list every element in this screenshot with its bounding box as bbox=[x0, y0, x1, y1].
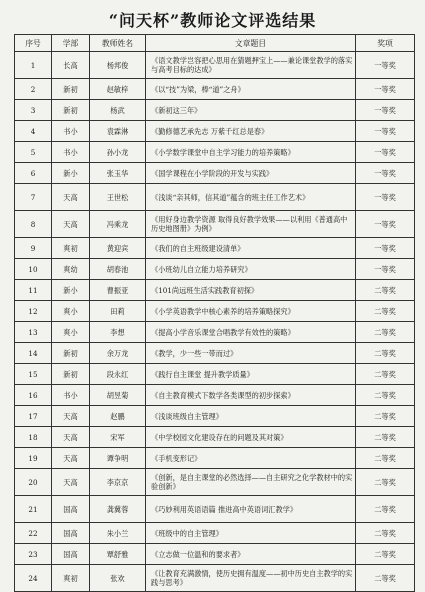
table-row bbox=[15, 322, 415, 343]
teacher-name-cell: 余万龙 bbox=[90, 343, 146, 364]
award-cell: 二等奖 bbox=[356, 364, 415, 385]
award-cell: 一等奖 bbox=[356, 79, 415, 100]
teacher-name-cell: 谭争明 bbox=[90, 448, 146, 469]
teacher-name-cell: 龚冀蓉 bbox=[90, 496, 146, 523]
award-cell: 二等奖 bbox=[356, 496, 415, 523]
award-cell: 二等奖 bbox=[356, 301, 415, 322]
award-cell: 二等奖 bbox=[356, 343, 415, 364]
award-cell: 二等奖 bbox=[356, 280, 415, 301]
award-cell: 一等奖 bbox=[356, 259, 415, 280]
department-cell: 新小 bbox=[52, 280, 90, 301]
header-number: 序号 bbox=[15, 35, 52, 52]
table-row bbox=[15, 385, 415, 406]
table-row bbox=[15, 301, 415, 322]
number-cell: 6 bbox=[15, 163, 52, 184]
article-title-cell: 《教学，少一些一带而过》 bbox=[146, 343, 356, 364]
teacher-name-cell: 王世松 bbox=[90, 184, 146, 211]
award-cell: 二等奖 bbox=[356, 427, 415, 448]
number-cell: 16 bbox=[15, 385, 52, 406]
department-cell: 爽初 bbox=[52, 238, 90, 259]
teacher-name-cell: 覃舒雅 bbox=[90, 544, 146, 565]
article-title-cell: 《手机变形记》 bbox=[146, 448, 356, 469]
article-title-cell: 《浅谈班级自主管理》 bbox=[146, 406, 356, 427]
department-cell: 新初 bbox=[52, 343, 90, 364]
department-cell: 书小 bbox=[52, 142, 90, 163]
department-cell: 新初 bbox=[52, 364, 90, 385]
teacher-name-cell: 宋军 bbox=[90, 427, 146, 448]
award-cell: 二等奖 bbox=[356, 406, 415, 427]
department-cell: 新小 bbox=[52, 163, 90, 184]
teacher-name-cell: 段永红 bbox=[90, 364, 146, 385]
teacher-name-cell: 李京京 bbox=[90, 469, 146, 496]
number-cell: 24 bbox=[15, 565, 52, 592]
number-cell: 18 bbox=[15, 427, 52, 448]
teacher-name-cell: 胡昱菊 bbox=[90, 385, 146, 406]
number-cell: 9 bbox=[15, 238, 52, 259]
department-cell: 天高 bbox=[52, 427, 90, 448]
number-cell: 5 bbox=[15, 142, 52, 163]
article-title-cell: 《浅谈“亲其师，信其道”蕴含的班主任工作艺术》 bbox=[146, 184, 356, 211]
teacher-name-cell: 李想 bbox=[90, 322, 146, 343]
number-cell: 7 bbox=[15, 184, 52, 211]
teacher-name-cell: 杨邦俊 bbox=[90, 52, 146, 79]
article-title-cell: 《以“技”为梁，棒“道”之舟》 bbox=[146, 79, 356, 100]
department-cell: 书小 bbox=[52, 385, 90, 406]
table-row bbox=[15, 142, 415, 163]
table-row bbox=[15, 52, 415, 79]
teacher-name-cell: 冯乘龙 bbox=[90, 211, 146, 238]
article-title-cell: 《新初这三年》 bbox=[146, 100, 356, 121]
department-cell: 长高 bbox=[52, 52, 90, 79]
table-row bbox=[15, 100, 415, 121]
award-cell: 二等奖 bbox=[356, 565, 415, 592]
award-cell: 一等奖 bbox=[356, 52, 415, 79]
number-cell: 21 bbox=[15, 496, 52, 523]
department-cell: 天高 bbox=[52, 406, 90, 427]
number-cell: 13 bbox=[15, 322, 52, 343]
teacher-name-cell: 赵鹏 bbox=[90, 406, 146, 427]
table-row bbox=[15, 565, 415, 592]
award-cell: 一等奖 bbox=[356, 142, 415, 163]
article-title-cell: 《提高小学音乐课堂合唱教学有效性的策略》 bbox=[146, 322, 356, 343]
table-row bbox=[15, 343, 415, 364]
article-title-cell: 《我们的自主班级建设清单》 bbox=[146, 238, 356, 259]
teacher-name-cell: 黄迎宾 bbox=[90, 238, 146, 259]
header-article-title: 文章题目 bbox=[146, 35, 356, 52]
department-cell: 国高 bbox=[52, 544, 90, 565]
article-title-cell: 《用好身边教学资源 取得良好教学效果——以利用《普通高中历史地图册》为例》 bbox=[146, 211, 356, 238]
article-title-cell: 《立志做一位温和的要求者》 bbox=[146, 544, 356, 565]
number-cell: 10 bbox=[15, 259, 52, 280]
article-title-cell: 《语文教学岂容把心思用在猜题押宝上——兼论课堂教学的落实与高考目标的达成》 bbox=[146, 52, 356, 79]
table-row bbox=[15, 523, 415, 544]
department-cell: 天高 bbox=[52, 469, 90, 496]
award-cell: 二等奖 bbox=[356, 385, 415, 406]
article-title-cell: 《让教育充满激情，使历史拥有温度——初中历史自主教学的实践与思考》 bbox=[146, 565, 356, 592]
number-cell: 12 bbox=[15, 301, 52, 322]
teacher-name-cell: 朱小兰 bbox=[90, 523, 146, 544]
article-title-cell: 《国学课程在小学阶段的开发与实践》 bbox=[146, 163, 356, 184]
header-teacher-name: 教师姓名 bbox=[90, 35, 146, 52]
table-row bbox=[15, 259, 415, 280]
table-row bbox=[15, 238, 415, 259]
number-cell: 11 bbox=[15, 280, 52, 301]
table-row bbox=[15, 184, 415, 211]
number-cell: 20 bbox=[15, 469, 52, 496]
teacher-name-cell: 张欢 bbox=[90, 565, 146, 592]
article-title-cell: 《小学英语教学中核心素养的培养策略探究》 bbox=[146, 301, 356, 322]
department-cell: 新初 bbox=[52, 79, 90, 100]
results-table bbox=[14, 34, 415, 592]
article-title-cell: 《中学校园文化建设存在的问题及其对策》 bbox=[146, 427, 356, 448]
number-cell: 23 bbox=[15, 544, 52, 565]
number-cell: 15 bbox=[15, 364, 52, 385]
article-title-cell: 《小班幼儿自立能力培养研究》 bbox=[146, 259, 356, 280]
header-row bbox=[15, 35, 415, 52]
department-cell: 国高 bbox=[52, 523, 90, 544]
teacher-name-cell: 袁霖淋 bbox=[90, 121, 146, 142]
table-row bbox=[15, 469, 415, 496]
department-cell: 天高 bbox=[52, 184, 90, 211]
document-title: “问天杯”教师论文评选结果 bbox=[108, 11, 317, 30]
article-title-cell: 《101尚远班生活实践教育初探》 bbox=[146, 280, 356, 301]
award-cell: 一等奖 bbox=[356, 121, 415, 142]
header-department: 学部 bbox=[52, 35, 90, 52]
award-cell: 二等奖 bbox=[356, 544, 415, 565]
department-cell: 天高 bbox=[52, 211, 90, 238]
table-row bbox=[15, 496, 415, 523]
department-cell: 爽小 bbox=[52, 301, 90, 322]
teacher-name-cell: 胡春池 bbox=[90, 259, 146, 280]
award-cell: 一等奖 bbox=[356, 100, 415, 121]
teacher-name-cell: 杨武 bbox=[90, 100, 146, 121]
teacher-name-cell: 田莉 bbox=[90, 301, 146, 322]
table-row bbox=[15, 544, 415, 565]
number-cell: 2 bbox=[15, 79, 52, 100]
award-cell: 一等奖 bbox=[356, 163, 415, 184]
article-title-cell: 《小学数学课堂中自主学习能力的培养策略》 bbox=[146, 142, 356, 163]
article-title-cell: 《践行自主课堂 提升教学质量》 bbox=[146, 364, 356, 385]
award-cell: 二等奖 bbox=[356, 469, 415, 496]
number-cell: 8 bbox=[15, 211, 52, 238]
department-cell: 新初 bbox=[52, 100, 90, 121]
teacher-name-cell: 孙小龙 bbox=[90, 142, 146, 163]
table-row bbox=[15, 280, 415, 301]
award-cell: 一等奖 bbox=[356, 211, 415, 238]
department-cell: 爽初 bbox=[52, 565, 90, 592]
article-title-cell: 《创新，是自主课堂的必然选择——自主研究之化学教材中的实验创新》 bbox=[146, 469, 356, 496]
department-cell: 爽幼 bbox=[52, 259, 90, 280]
award-cell: 二等奖 bbox=[356, 448, 415, 469]
number-cell: 17 bbox=[15, 406, 52, 427]
article-title-cell: 《自主教育模式下数学各类课型的初步探索》 bbox=[146, 385, 356, 406]
teacher-name-cell: 曹振亚 bbox=[90, 280, 146, 301]
number-cell: 4 bbox=[15, 121, 52, 142]
number-cell: 14 bbox=[15, 343, 52, 364]
number-cell: 1 bbox=[15, 52, 52, 79]
table-row bbox=[15, 448, 415, 469]
number-cell: 3 bbox=[15, 100, 52, 121]
teacher-name-cell: 赵敏梓 bbox=[90, 79, 146, 100]
header-award: 奖项 bbox=[356, 35, 415, 52]
article-title-cell: 《巧妙利用英语语篇 推进高中英语词汇教学》 bbox=[146, 496, 356, 523]
table-row bbox=[15, 406, 415, 427]
article-title-cell: 《班级中的自主管理》 bbox=[146, 523, 356, 544]
department-cell: 爽小 bbox=[52, 322, 90, 343]
teacher-name-cell: 张玉华 bbox=[90, 163, 146, 184]
award-cell: 一等奖 bbox=[356, 184, 415, 211]
table-row bbox=[15, 364, 415, 385]
article-title-cell: 《勤修德艺承先志 万紫千红总是春》 bbox=[146, 121, 356, 142]
award-cell: 二等奖 bbox=[356, 523, 415, 544]
award-cell: 二等奖 bbox=[356, 322, 415, 343]
table-row bbox=[15, 211, 415, 238]
department-cell: 国高 bbox=[52, 496, 90, 523]
department-cell: 书小 bbox=[52, 121, 90, 142]
number-cell: 22 bbox=[15, 523, 52, 544]
number-cell: 19 bbox=[15, 448, 52, 469]
award-cell: 一等奖 bbox=[356, 238, 415, 259]
department-cell: 天高 bbox=[52, 448, 90, 469]
table-row bbox=[15, 163, 415, 184]
table-row bbox=[15, 79, 415, 100]
table-row bbox=[15, 121, 415, 142]
table-row bbox=[15, 427, 415, 448]
